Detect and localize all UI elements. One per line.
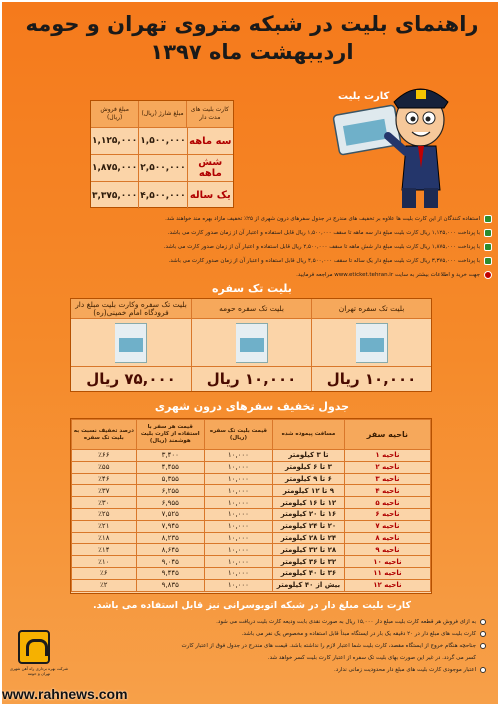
card-ticket-label: کارت بلیت: [338, 91, 390, 102]
zone-cell: ناحیه ۳: [344, 473, 430, 485]
card-sale: ۱,۸۷۵,۰۰۰: [92, 163, 138, 173]
discount-cell: ٪۱۴: [72, 544, 137, 556]
list-item: [22, 240, 492, 254]
card-charge: ۱,۵۰۰,۰۰۰: [138, 128, 186, 154]
table-row: [72, 556, 431, 568]
discount-table-body: [72, 450, 431, 592]
card-price-cell: ۷,۵۲۵: [136, 508, 204, 520]
card-sale: ۱,۱۲۵,۰۰۰: [92, 136, 138, 146]
logo-caption: شرکت بهره برداری راه آهن شهری تهران و حومه: [9, 666, 69, 676]
single-price-cell: ۱۰,۰۰۰: [204, 508, 272, 520]
header-charge: مبلغ شارژ (ریال): [138, 101, 185, 127]
distance-cell: ۲۸ تا ۳۲ کیلومتر: [273, 544, 345, 556]
single-ticket-table: [70, 298, 432, 392]
single-ticket-title: بلیت تک سفره: [212, 282, 292, 295]
distance-cell: بیش از ۴۰ کیلومتر: [273, 579, 345, 591]
single-header-airport: بلیت تک سفره وکارت بلیت مبلغ دار فرودگاه امام خمینی(ره): [75, 299, 187, 317]
discount-table-title: جدول تخفیف سفرهای درون شهری: [154, 400, 350, 413]
distance-cell: ۱۲ تا ۱۶ کیلومتر: [273, 497, 345, 509]
note-text: با پرداخت ۳,۳۷۵,۰۰۰ ریال کارت بلیت مبلغ دار یک ساله تا سقف ۴,۵۰۰,۰۰۰ ریال قابل استفاده و اعتبار آن از زمان صدور کارت می باشد.: [168, 258, 480, 264]
price-tehran: ۱۰,۰۰۰ ریال: [311, 367, 431, 391]
bus-network-note: کارت بلیت مبلغ دار در شبکه اتوبوسرانی نیز قابل استفاده می باشد.: [92, 600, 412, 611]
card-charge: ۴,۵۰۰,۰۰۰: [138, 182, 186, 209]
single-price-cell: ۱۰,۰۰۰: [204, 532, 272, 544]
single-price-cell: ۱۰,۰۰۰: [204, 579, 272, 591]
note-text: استفاده کنندگان از این کارت بلیت ها علاوه بر تخفیف های مندرج در جدول سفرهای درون شهری از ۲۵٪ تخفیف مازاد بهره مند خواهند شد.: [165, 216, 480, 222]
header-sale: مبلغ فروش (ریال): [91, 101, 138, 127]
ticket-image-cell: [311, 319, 431, 366]
single-ticket-header-row: [71, 299, 431, 319]
note-text: اعتبار موجودی کارت بلیت های مبلغ دار محدودیت زمانی ندارد.: [334, 667, 476, 673]
discount-cell: ٪۴۶: [72, 473, 137, 485]
card-price-cell: ۹,۰۴۵: [136, 556, 204, 568]
title-line-1: راهنمای بلیت در شبکه متروی تهران و حومه: [25, 12, 479, 36]
single-price-cell: ۱۰,۰۰۰: [204, 497, 272, 509]
list-item: [22, 268, 492, 282]
card-price-cell: ۸,۲۳۵: [136, 532, 204, 544]
distance-cell: ۲۴ تا ۲۸ کیلومتر: [273, 532, 345, 544]
list-item: [22, 212, 492, 226]
list-item: [22, 226, 492, 240]
website-note[interactable]: جهت خرید و اطلاعات بیشتر به سایت www.eticket.tehran.ir مراجعه فرمایید.: [296, 272, 480, 278]
check-icon: [484, 229, 492, 237]
zone-cell: ناحیه ۱۰: [344, 556, 430, 568]
bullet-icon: [480, 631, 486, 637]
note-text: کسر می گردد. در غیر این صورت بهای بلیت تک سفره از اعتبار کارت بلیت کسر خواهد شد.: [267, 655, 476, 661]
card-price-cell: ۷,۹۴۵: [136, 520, 204, 532]
table-row: [72, 520, 431, 532]
discount-table: [70, 418, 432, 594]
card-ticket-header-row: [91, 101, 233, 128]
single-header-suburb: بلیت تک سفره حومه: [191, 299, 311, 318]
list-item: [86, 652, 486, 664]
card-price-cell: ۶,۲۵۵: [136, 485, 204, 497]
card-row-3month: [91, 128, 233, 155]
zone-cell: ناحیه ۸: [344, 532, 430, 544]
table-row: [72, 508, 431, 520]
table-row: [72, 461, 431, 473]
header-discount: درصد تخفیف نسبت به بلیت تک سفره: [72, 420, 137, 450]
single-price-cell: ۱۰,۰۰۰: [204, 567, 272, 579]
header-single-price: قیمت بلیت تک سفره (ریال): [204, 420, 272, 450]
zone-cell: ناحیه ۹: [344, 544, 430, 556]
zone-cell: ناحیه ۱۱: [344, 567, 430, 579]
card-price-cell: ۸,۶۴۵: [136, 544, 204, 556]
single-ticket-price-row: [71, 367, 431, 391]
zone-cell: ناحیه ۴: [344, 485, 430, 497]
table-row: [72, 532, 431, 544]
discount-cell: ٪۱۰: [72, 556, 137, 568]
ticket-image-cell: [191, 319, 311, 366]
metro-logo-icon: [18, 630, 50, 664]
header-zone: ناحیه سفر: [344, 420, 430, 450]
distance-cell: ۶ تا ۹ کیلومتر: [273, 473, 345, 485]
single-header-tehran: بلیت تک سفره تهران: [311, 299, 431, 318]
card-name: شش ماهه: [187, 155, 233, 181]
list-item: [86, 664, 486, 676]
single-price-cell: ۱۰,۰۰۰: [204, 461, 272, 473]
check-icon: [484, 243, 492, 251]
card-name: یک ساله: [187, 182, 233, 209]
watermark: www.rahnews.com: [2, 686, 128, 702]
card-price-cell: ۵,۳۵۵: [136, 473, 204, 485]
note-text: به ازای فروش هر قطعه کارت بلیت مبلغ دار ۱۵,۰۰۰ ریال به صورت نقدی بابت ودیعه کارت بلیت دریافت می شود.: [216, 619, 476, 625]
table-row: [72, 450, 431, 462]
single-price-cell: ۱۰,۰۰۰: [204, 450, 272, 462]
check-icon: [484, 257, 492, 265]
list-item: [22, 254, 492, 268]
ticket-image-icon: [115, 323, 147, 363]
card-row-1year: [91, 182, 233, 209]
distance-cell: تا ۳ کیلومتر: [273, 450, 345, 462]
bullet-icon: [480, 667, 486, 673]
zone-cell: ناحیه ۶: [344, 508, 430, 520]
card-ticket-notes: [22, 212, 492, 282]
zone-cell: ناحیه ۵: [344, 497, 430, 509]
distance-cell: ۱۶ تا ۲۰ کیلومتر: [273, 508, 345, 520]
single-price-cell: ۱۰,۰۰۰: [204, 520, 272, 532]
table-row: [72, 567, 431, 579]
table-row: [72, 473, 431, 485]
card-row-6month: [91, 155, 233, 182]
distance-cell: ۹ تا ۱۲ کیلومتر: [273, 485, 345, 497]
single-price-cell: ۱۰,۰۰۰: [204, 556, 272, 568]
card-price-cell: ۹,۴۴۵: [136, 567, 204, 579]
bullet-icon: [480, 643, 486, 649]
list-item: [86, 628, 486, 640]
header-card-price: قیمت هر سفر با استفاده از کارت بلیت هوشمند (ریال): [136, 420, 204, 450]
star-icon: [484, 271, 492, 279]
card-sale: ۳,۳۷۵,۰۰۰: [92, 190, 138, 201]
card-charge: ۲,۵۰۰,۰۰۰: [138, 155, 186, 181]
note-text: با پرداخت ۱,۸۷۵,۰۰۰ ریال کارت بلیت مبلغ دار شش ماهه تا سقف ۲,۵۰۰,۰۰۰ ریال قابل استفاده و اعتبار آن از زمان صدور کارت می باشد.: [163, 244, 480, 250]
price-suburb: ۱۰,۰۰۰ ریال: [191, 367, 311, 391]
discount-cell: ٪۱۸: [72, 532, 137, 544]
single-ticket-image-row: [71, 319, 431, 367]
ticket-image-icon: [236, 323, 268, 363]
discount-cell: ٪۳۰: [72, 497, 137, 509]
discount-cell: ٪۵۵: [72, 461, 137, 473]
discount-cell: ٪۳۷: [72, 485, 137, 497]
discount-cell: ٪۲: [72, 579, 137, 591]
title-line-2: اردیبهشت ماه ۱۳۹۷: [150, 40, 354, 64]
distance-cell: ۳ تا ۶ کیلومتر: [273, 461, 345, 473]
price-airport: ۷۵,۰۰۰ ریال: [86, 370, 176, 388]
zone-cell: ناحیه ۱۲: [344, 579, 430, 591]
bullet-icon: [480, 619, 486, 625]
distance-cell: ۲۰ تا ۲۴ کیلومتر: [273, 520, 345, 532]
zone-cell: ناحیه ۱: [344, 450, 430, 462]
header-card-type: کارت بلیت های مدت دار: [186, 101, 233, 127]
table-row: [72, 544, 431, 556]
footer-notes: [86, 616, 486, 676]
discount-cell: ٪۲۱: [72, 520, 137, 532]
table-row: [72, 497, 431, 509]
table-row: [72, 579, 431, 591]
single-price-cell: ۱۰,۰۰۰: [204, 473, 272, 485]
ticket-image-icon: [356, 323, 388, 363]
distance-cell: ۳۶ تا ۴۰ کیلومتر: [273, 567, 345, 579]
poster-title: [12, 10, 492, 66]
card-price-cell: ۶,۹۵۵: [136, 497, 204, 509]
card-name: سه ماهه: [187, 128, 233, 154]
distance-cell: ۳۲ تا ۳۶ کیلومتر: [273, 556, 345, 568]
ticket-image-cell: [71, 319, 191, 366]
check-icon: [484, 215, 492, 223]
note-text: کارت بلیت های مبلغ دار در ۲۰ دقیقه یک بار در ایستگاه مبدأ قابل استفاده و مخصوص یک نفر می باشد.: [241, 631, 476, 637]
zone-cell: ناحیه ۷: [344, 520, 430, 532]
card-price-cell: ۴,۴۵۵: [136, 461, 204, 473]
card-price-cell: ۹,۸۳۵: [136, 579, 204, 591]
table-row: [72, 485, 431, 497]
list-item: [86, 640, 486, 652]
card-price-cell: ۳,۴۰۰: [136, 450, 204, 462]
single-price-cell: ۱۰,۰۰۰: [204, 544, 272, 556]
discount-header-row: [72, 420, 431, 450]
list-item: [86, 616, 486, 628]
single-price-cell: ۱۰,۰۰۰: [204, 485, 272, 497]
note-text: جناحچه هنگام خروج از ایستگاه مقصد، کارت بلیت شما اعتبار لازم را نداشته باشد. قیمت های مندرج در جدول فوق از اعتبار کارت: [181, 643, 476, 649]
zone-cell: ناحیه ۲: [344, 461, 430, 473]
note-text: با پرداخت ۱,۱۲۵,۰۰۰ ریال کارت بلیت مبلغ دار سه ماهه تا سقف ۱,۵۰۰,۰۰۰ ریال قابل استفاده و اعتبار آن از زمان صدور کارت می باشد.: [167, 230, 480, 236]
discount-cell: ٪۲۵: [72, 508, 137, 520]
card-ticket-table: [90, 100, 234, 208]
discount-cell: ٪۶۶: [72, 450, 137, 462]
discount-cell: ٪۶: [72, 567, 137, 579]
header-distance: مسافت پیموده شده: [273, 420, 345, 450]
